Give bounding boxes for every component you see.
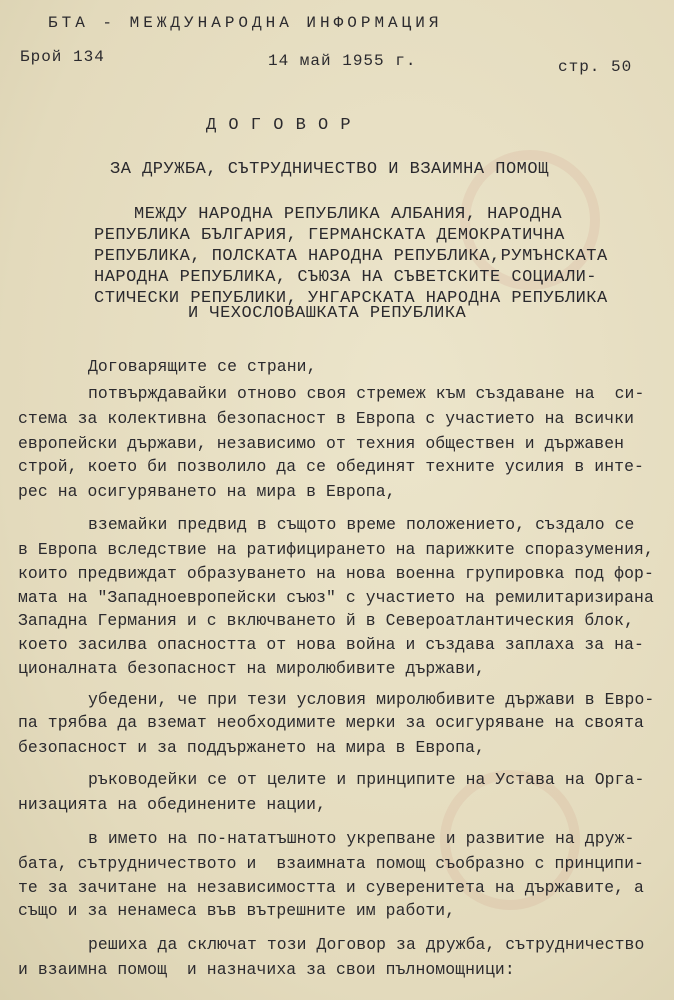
page-number: стр. 50 — [558, 58, 633, 76]
body-line: безопасност и за поддържането на мира в Европа, — [18, 738, 485, 757]
parties-line: СТИЧЕСКИ РЕПУБЛИКИ, УНГАРСКАТА НАРОДНА РЕПУБЛИКА — [94, 289, 608, 308]
issue-date: 14 май 1955 г. — [268, 52, 417, 70]
parties-line: И ЧЕХОСЛОВАШКАТА РЕПУБЛИКА — [188, 304, 467, 323]
issue-number: Брой 134 — [20, 48, 105, 66]
body-line: европейски държави, независимо от техния обществен и държавен — [18, 434, 625, 453]
body-line: и взаимна помощ и назначиха за свои пълномощници: — [18, 960, 515, 979]
body-line: вземайки предвид в същото време положението, създало се — [88, 515, 635, 534]
body-line: Западна Германия и с включването й в Североатлантическия блок, — [18, 611, 635, 630]
body-line: низацията на обединените нации, — [18, 795, 327, 814]
body-line: ръководейки се от целите и принципите на Устава на Орга- — [88, 770, 645, 789]
parties-line: РЕПУБЛИКА, ПОЛСКАТА НАРОДНА РЕПУБЛИКА,РУМЪНСКАТА — [94, 247, 608, 266]
body-line: в Европа вследствие на ратифицирането на парижките споразумения, — [18, 540, 654, 559]
body-line: убедени, че при тези условия миролюбивите държави в Евро- — [88, 690, 655, 709]
body-line: които предвиждат образуването на нова военна групировка под фор- — [18, 564, 654, 583]
document-heading: Д О Г О В О Р — [206, 116, 352, 135]
body-line: решиха да сключат този Договор за дружба, сътрудничество — [88, 935, 645, 954]
parties-line: РЕПУБЛИКА БЪЛГАРИЯ, ГЕРМАНСКАТА ДЕМОКРАТИЧНА — [94, 226, 565, 245]
body-line: рес на осигуряването на мира в Европа, — [18, 482, 396, 501]
body-line: те за зачитане на независимостта и суверенитета на държавите, а — [18, 878, 644, 897]
body-line: стема за колективна безопасност в Европа с участието на всички — [18, 409, 635, 428]
body-line: бата, сътрудничеството и взаимната помощ съобразно с принципи- — [18, 854, 644, 873]
body-line: мата на "Западноевропейски съюз" с участието на ремилитаризирана — [18, 588, 654, 607]
document-subtitle: ЗА ДРУЖБА, СЪТРУДНИЧЕСТВО И ВЗАИМНА ПОМОЩ — [110, 160, 549, 179]
body-line: Договарящите се страни, — [88, 357, 317, 376]
body-line: ционалната безопасност на миролюбивите държави, — [18, 659, 485, 678]
body-line: строй, което би позволило да се обединят техните усилия в инте- — [18, 457, 644, 476]
body-line: па трябва да вземат необходимите мерки за осигуряване на своята — [18, 713, 644, 732]
parties-line: МЕЖДУ НАРОДНА РЕПУБЛИКА АЛБАНИЯ, НАРОДНА — [134, 205, 563, 224]
body-line: потвърждавайки отново своя стремеж към създаване на си- — [88, 384, 645, 403]
body-line: също и за ненамеса във вътрешните им работи, — [18, 901, 456, 920]
parties-line: НАРОДНА РЕПУБЛИКА, СЪЮЗА НА СЪВЕТСКИТЕ СОЦИАЛИ- — [94, 268, 597, 287]
agency-name: БТА - МЕЖДУНАРОДНА ИНФОРМАЦИЯ — [48, 14, 443, 32]
body-line: което засилва опасността от нова война и създава заплаха за на- — [18, 635, 644, 654]
body-line: в името на по-нататъшното укрепване и развитие на друж- — [88, 829, 635, 848]
